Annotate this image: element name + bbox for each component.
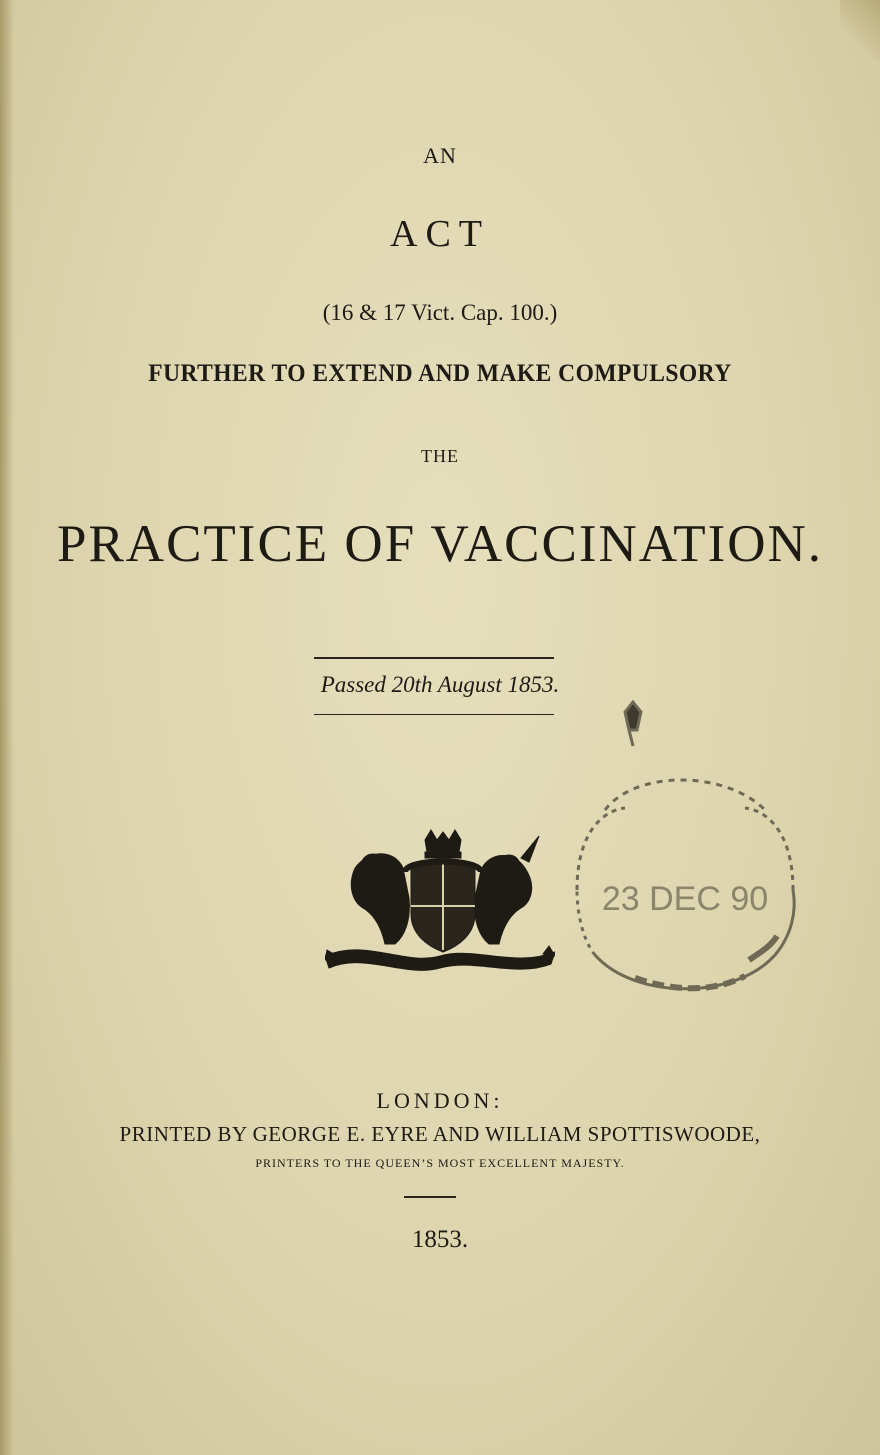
heading-further: FURTHER TO EXTEND AND MAKE COMPULSORY [148, 360, 732, 387]
stamp-date-text: 23 DEC 90 [601, 880, 769, 918]
imprint-city: LONDON: [376, 1088, 504, 1113]
heading-the: THE [421, 446, 459, 466]
passed-date: Passed 20th August 1853. [320, 672, 560, 697]
library-stamp-icon [565, 700, 805, 1000]
divider-rule-top [314, 657, 554, 659]
royal-coat-of-arms-icon [325, 828, 555, 973]
imprint-printers: PRINTERS TO THE QUEEN’S MOST EXCELLENT MAJESTY. [255, 1156, 625, 1170]
imprint-divider-rule [404, 1196, 456, 1198]
imprint-year: 1853. [411, 1226, 469, 1253]
imprint-printed-by: PRINTED BY GEORGE E. EYRE AND WILLIAM SPOTTISWOODE, [119, 1122, 761, 1146]
heading-act: ACT [390, 213, 490, 255]
act-citation: (16 & 17 Vict. Cap. 100.) [322, 300, 558, 325]
heading-an: AN [423, 143, 457, 168]
heading-practice-of-vaccination: PRACTICE OF VACCINATION. [56, 515, 824, 573]
divider-rule-bottom [314, 714, 554, 715]
page-corner-shadow [840, 0, 880, 60]
